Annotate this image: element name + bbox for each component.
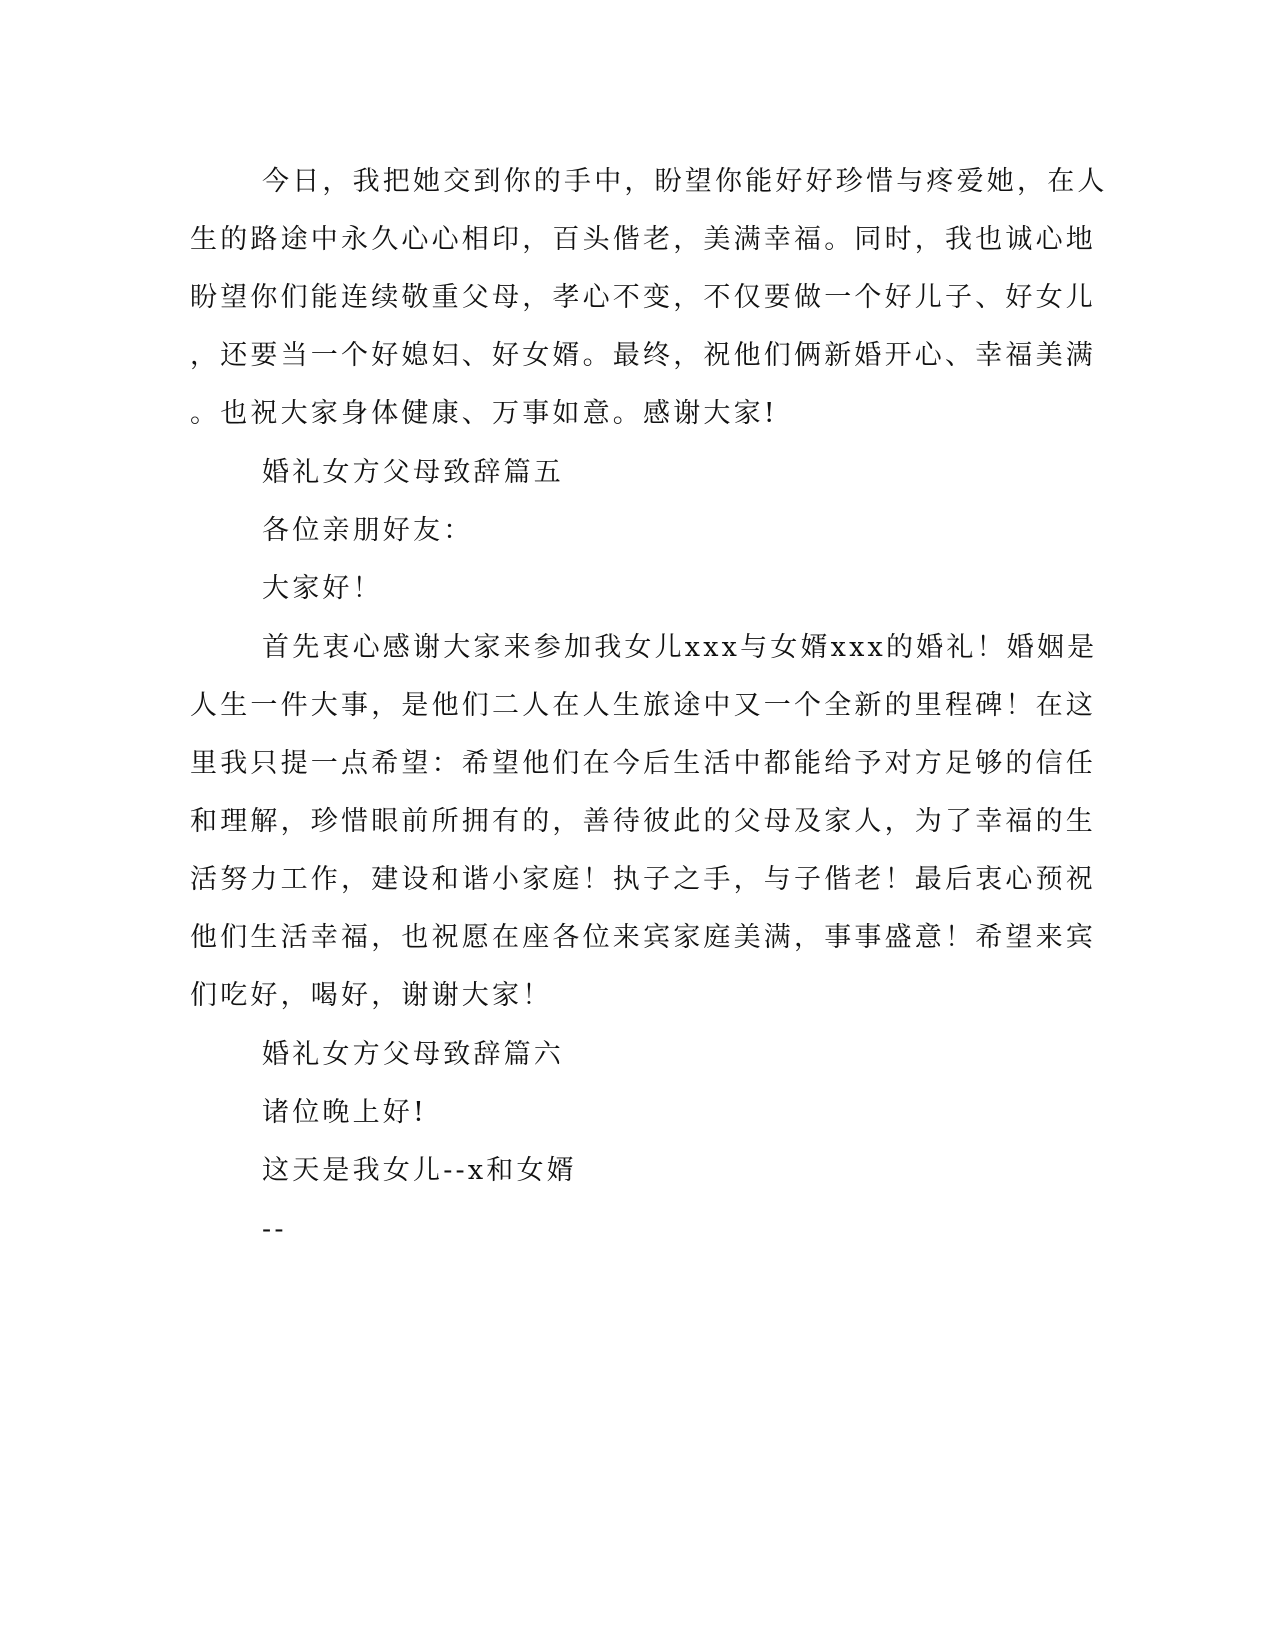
paragraph-line: 。也祝大家身体健康、万事如意。感谢大家! bbox=[190, 398, 778, 429]
salutation: 各位亲朋好友： bbox=[262, 515, 474, 546]
paragraph-line: 生的路途中永久心心相印，百头偕老，美满幸福。同时，我也诚心地 bbox=[190, 224, 1096, 255]
paragraph-line: 今日，我把她交到你的手中，盼望你能好好珍惜与疼爱她，在人 bbox=[262, 166, 1108, 197]
greeting: 大家好！ bbox=[262, 573, 383, 604]
paragraph-line: -- bbox=[262, 1214, 287, 1245]
paragraph-line: 里我只提一点希望：希望他们在今后生活中都能给予对方足够的信任 bbox=[190, 748, 1096, 779]
paragraph-line: 和理解，珍惜眼前所拥有的，善待彼此的父母及家人，为了幸福的生 bbox=[190, 806, 1096, 837]
paragraph-line: 活努力工作，建设和谐小家庭！执子之手，与子偕老！最后衷心预祝 bbox=[190, 864, 1096, 895]
paragraph-line: ，还要当一个好媳妇、好女婿。最终，祝他们俩新婚开心、幸福美满 bbox=[190, 340, 1096, 371]
greeting: 诸位晚上好! bbox=[262, 1097, 428, 1128]
paragraph-line: 这天是我女儿--x和女婿 bbox=[262, 1155, 577, 1186]
section-heading: 婚礼女方父母致辞篇五 bbox=[262, 457, 564, 488]
paragraph-line: 首先衷心感谢大家来参加我女儿xxx与女婿xxx的婚礼！婚姻是 bbox=[262, 632, 1098, 663]
paragraph-line: 们吃好，喝好，谢谢大家！ bbox=[190, 980, 553, 1011]
paragraph-line: 他们生活幸福，也祝愿在座各位来宾家庭美满，事事盛意！希望来宾 bbox=[190, 922, 1096, 953]
section-heading: 婚礼女方父母致辞篇六 bbox=[262, 1039, 564, 1070]
paragraph-line: 人生一件大事，是他们二人在人生旅途中又一个全新的里程碑！在这 bbox=[190, 690, 1096, 721]
paragraph-line: 盼望你们能连续敬重父母，孝心不变，不仅要做一个好儿子、好女儿 bbox=[190, 282, 1096, 313]
